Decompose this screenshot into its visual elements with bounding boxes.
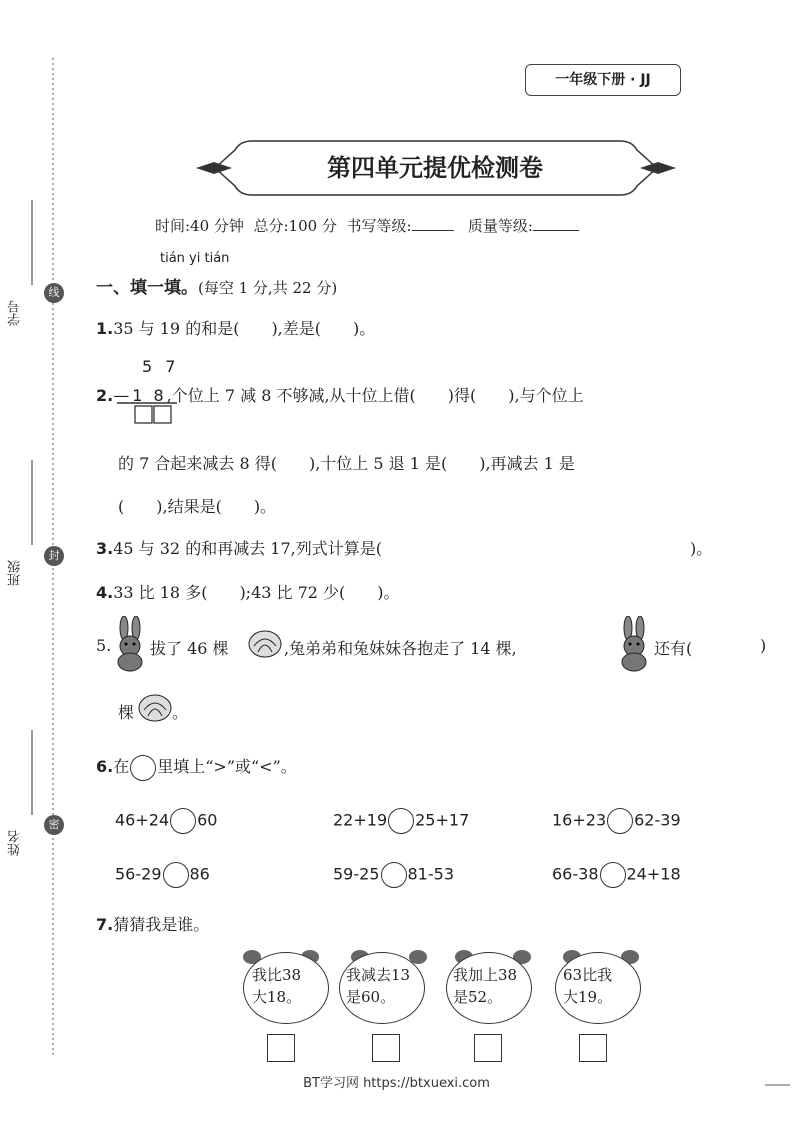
page-title: 第四单元提优检测卷 (327, 153, 543, 182)
student-number-label: 学号 (8, 300, 23, 326)
compare-left: 59-25 (333, 864, 380, 884)
compare-item (333, 808, 469, 834)
riddle-answer-box[interactable] (372, 1034, 400, 1062)
writing-grade-blank[interactable] (412, 214, 454, 231)
section1-pinyin: tián yi tián (160, 251, 230, 266)
riddle-line: 我加上38 (453, 966, 518, 984)
riddle-answer-box[interactable] (579, 1034, 607, 1062)
compare-left: 46+24 (115, 810, 170, 830)
question-6-text-b: 里填上“>”或“<”。 (157, 757, 297, 776)
question-2-line2: 的 7 合起来减去 8 得( ),十位上 5 退 1 是( ),再减去 1 是 (118, 454, 575, 473)
compare-answer-circle[interactable] (381, 862, 407, 888)
section1-note: (每空 1 分,共 22 分) (198, 279, 338, 297)
quality-grade-label: 质量等级: (467, 217, 533, 235)
question-5-part2: ,兔弟弟和兔妹妹各抱走了 14 棵, (284, 639, 517, 658)
rabbit-icon (616, 616, 652, 672)
question-6-text-a: 在 (113, 757, 130, 776)
question-2-minuend: —1 8 (113, 386, 167, 405)
compare-right: 24+18 (626, 864, 681, 884)
question-2-top-digits: 5 7 (142, 357, 180, 376)
seal-mi: 密 (44, 815, 64, 835)
compare-item (552, 808, 681, 834)
name-label: 姓名 (8, 830, 23, 856)
riddle-line: 我减去13 (346, 966, 411, 984)
writing-grade-label: 书写等级: (346, 217, 412, 235)
question-2-answer-boxes (115, 400, 185, 430)
exam-info (155, 214, 579, 236)
riddle-text (453, 964, 517, 1008)
question-1-number: 1. (96, 319, 114, 338)
riddle-line: 是52。 (453, 988, 503, 1006)
class-label: 班级 (8, 560, 23, 586)
total-info: 总分:100 分 (253, 217, 337, 235)
question-5-line2-end: 。 (172, 703, 189, 722)
question-3 (96, 536, 382, 559)
compare-circle-icon (130, 755, 156, 781)
compare-left: 66-38 (552, 864, 599, 884)
riddle-line: 我比38 (252, 966, 302, 984)
seal-xian: 线 (44, 283, 64, 303)
question-2-line3: ( ),结果是( )。 (118, 497, 277, 516)
seal-feng: 封 (44, 546, 64, 566)
question-3-end: )。 (690, 539, 713, 558)
compare-item (552, 862, 681, 888)
question-3-text: 45 与 32 的和再减去 17,列式计算是( (113, 539, 382, 558)
question-5-number: 5. (96, 636, 112, 655)
question-7 (96, 912, 209, 935)
riddle-line: 63比我 (563, 966, 613, 984)
question-5-part3-end: ) (760, 636, 767, 655)
riddle-answer-box[interactable] (474, 1034, 502, 1062)
question-4-number: 4. (96, 583, 114, 602)
question-3-number: 3. (96, 539, 114, 558)
time-info: 时间:40 分钟 (155, 217, 244, 235)
question-4 (96, 580, 400, 603)
question-5-line2: 棵 (118, 703, 135, 722)
question-6-number: 6. (96, 757, 114, 776)
compare-item (333, 862, 454, 888)
riddle-text (252, 964, 301, 1008)
question-2-line1: ,个位上 7 减 8 不够减,从十位上借( )得( ),与个位上 (166, 386, 584, 405)
compare-left: 22+19 (333, 810, 388, 830)
cabbage-icon (246, 626, 284, 662)
compare-item (115, 808, 217, 834)
question-2-number: 2. (96, 386, 114, 405)
compare-left: 56-29 (115, 864, 162, 884)
quality-grade-blank[interactable] (533, 214, 579, 231)
riddle-line: 大18。 (252, 988, 302, 1006)
compare-answer-circle[interactable] (388, 808, 414, 834)
compare-answer-circle[interactable] (170, 808, 196, 834)
rabbit-icon (112, 616, 148, 672)
compare-right: 62-39 (634, 810, 681, 830)
compare-answer-circle[interactable] (600, 862, 626, 888)
compare-answer-circle[interactable] (163, 862, 189, 888)
riddle-text (346, 964, 410, 1008)
compare-left: 16+23 (552, 810, 607, 830)
question-7-text: 猜猜我是谁。 (113, 915, 210, 934)
riddle-text (563, 964, 612, 1008)
question-5-part1: 拔了 46 棵 (150, 639, 229, 658)
compare-right: 60 (197, 810, 218, 830)
compare-item (115, 862, 210, 888)
section1-heading (96, 273, 337, 298)
question-5-part3: 还有( (654, 639, 693, 658)
compare-right: 81-53 (407, 864, 454, 884)
question-7-number: 7. (96, 915, 114, 934)
compare-right: 86 (189, 864, 210, 884)
compare-answer-circle[interactable] (607, 808, 633, 834)
question-4-text: 33 比 18 多( );43 比 72 少( )。 (113, 583, 400, 602)
riddle-line: 大19。 (563, 988, 613, 1006)
grade-badge: 一年级下册 · JJ (525, 64, 681, 96)
question-1 (96, 316, 375, 339)
question-1-text: 35 与 19 的和是( ),差是( )。 (113, 319, 376, 338)
compare-right: 25+17 (415, 810, 470, 830)
question-6 (96, 754, 297, 781)
section1-title: 一、填一填。 (96, 278, 198, 298)
cabbage-icon (136, 690, 174, 726)
riddle-line: 是60。 (346, 988, 396, 1006)
footer-watermark: BT学习网 https://btxuexi.com (303, 1076, 490, 1091)
riddle-answer-box[interactable] (267, 1034, 295, 1062)
